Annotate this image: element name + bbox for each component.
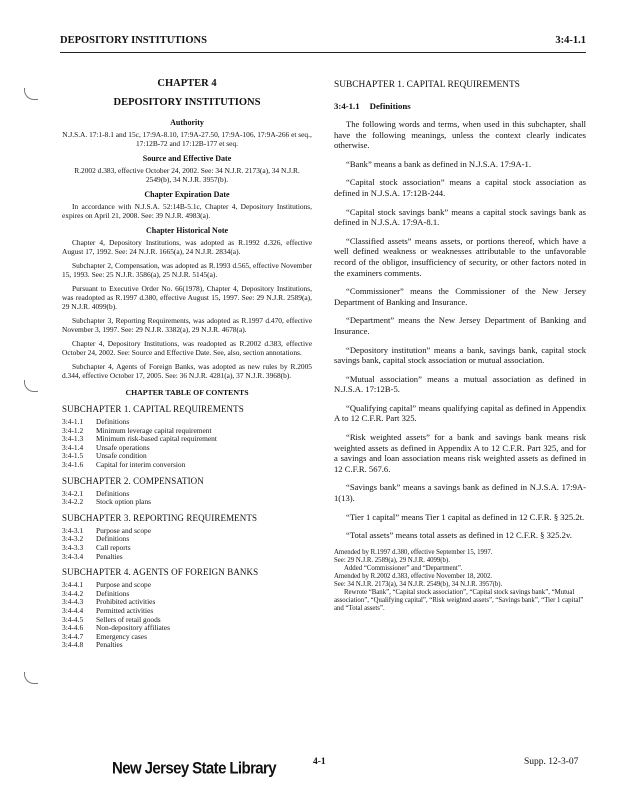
source-text: R.2002 d.383, effective October 24, 2002. See: 34 N.J.R. 2173(a), 34 N.J.R. 2549(b), 34 N.J.R. 3957(b). xyxy=(74,166,300,184)
toc-section-title: Minimum risk-based capital requirement xyxy=(96,434,217,444)
definition-paragraph: “Depository institution” means a bank, savings bank, capital stock savings bank, capital stock association or mutual association. xyxy=(334,344,586,366)
toc-subchapter-heading: SUBCHAPTER 3. REPORTING REQUIREMENTS xyxy=(62,512,258,523)
toc-section-title: Purpose and scope xyxy=(96,525,152,535)
history-heading: Chapter Historical Note xyxy=(145,226,229,235)
supplement-date: Supp. 12-3-07 xyxy=(524,757,579,767)
toc-section-number: 3:4-2.1 xyxy=(62,488,84,498)
right-column xyxy=(334,78,586,614)
definition-paragraph: “Tier 1 capital” means Tier 1 capital as defined in 12 C.F.R. § 325.2t. xyxy=(346,511,585,522)
amendment-line: Added “Commissioner” and “Department”. xyxy=(344,565,463,572)
authority-text: N.J.S.A. 17:1-8.1 and 15c, 17:9A-8.10, 17:9A-27.50, 17:9A-106, 17:9A-266 et seq., 17:12B-72 and 17:12B-177 et seq. xyxy=(62,130,312,148)
library-stamp: New Jersey State Library xyxy=(112,759,277,778)
toc-section-number: 3:4-1.6 xyxy=(62,459,84,469)
definition-paragraph: “Savings bank” means a savings bank as defined in N.J.S.A. 17:9A-1(13). xyxy=(334,482,586,504)
toc-section-number: 3:4-1.4 xyxy=(62,442,84,452)
amendment-line: Amended by R.1997 d.380, effective September 15, 1997. xyxy=(334,548,493,556)
definitions-list xyxy=(334,119,586,541)
header-title: DEPOSITORY INSTITUTIONS xyxy=(60,35,207,46)
amendment-notes xyxy=(334,549,586,614)
toc-section-title: Penalties xyxy=(96,640,123,650)
toc-section-number: 3:4-4.4 xyxy=(62,605,84,615)
toc-section-number: 3:4-1.1 xyxy=(62,417,84,426)
amendment-line: See: 34 N.J.R. 2173(a), 34 N.J.R. 2549(b), 34 N.J.R. 3957(b). xyxy=(334,581,503,589)
toc-section-title: Non-depository affiliates xyxy=(96,623,170,633)
amendment-line: Amended by R.2002 d.383, effective November 18, 2002. xyxy=(334,573,493,581)
toc-section-title: Minimum leverage capital requirement xyxy=(96,425,212,435)
source-heading: Source and Effective Date xyxy=(142,154,232,163)
toc-section-number: 3:4-4.7 xyxy=(62,631,84,641)
toc-section-number: 3:4-3.4 xyxy=(62,551,84,561)
toc-section-number: 3:4-2.2 xyxy=(62,497,84,507)
definition-paragraph: “Risk weighted assets” for a bank and savings bank means risk weighted assets as defined in Appendix A to 12 C.F.R. Part 325, and for a savings and loan association means risk weighted assets as defined in 12 C.F.R. 567.6. xyxy=(334,432,586,474)
toc-section-title: Definitions xyxy=(96,488,130,498)
toc-list xyxy=(62,581,312,650)
toc-section-title: Definitions xyxy=(96,534,130,544)
definition-paragraph: “Total assets” means total assets as defined in 12 C.F.R. § 325.2v. xyxy=(346,530,572,541)
toc-section-number: 3:4-4.5 xyxy=(62,614,84,624)
definition-paragraph: “Commissioner” means the Commissioner of the New Jersey Department of Banking and Insurance. xyxy=(334,286,586,307)
toc-section-title: Unsafe condition xyxy=(96,451,147,461)
toc-section-number: 3:4-4.1 xyxy=(62,580,84,590)
toc-section-title: Unsafe operations xyxy=(96,442,150,452)
toc-section-number: 3:4-1.5 xyxy=(62,451,84,461)
toc-section-title: Sellers of retail goods xyxy=(96,614,161,624)
chapter-number: CHAPTER 4 xyxy=(157,78,217,89)
toc-section-title: Definitions xyxy=(96,417,130,426)
definition-paragraph: “Mutual association” means a mutual association as defined in N.J.S.A. 17:12B-5. xyxy=(334,373,586,395)
history-note: Pursuant to Executive Order No. 66(1978), Chapter 4, Depository Institutions, was readopted as R.1997 d.380, effective August 15, 1997. See: 29 N.J.R. 2589(a), 29 N.J.R. 4099(b). xyxy=(62,284,312,311)
chapter-name: DEPOSITORY INSTITUTIONS xyxy=(113,97,261,108)
left-column xyxy=(62,78,312,656)
toc-section-number: 3:4-3.3 xyxy=(62,542,84,552)
history-note: Subchapter 4, Agents of Foreign Banks, was adopted as new rules by R.2005 d.344, effective October 17, 2005. See: 36 N.J.R. 4281(a), 37 N.J.R. 3968(b). xyxy=(62,362,312,380)
toc-section-title: Definitions xyxy=(96,588,130,598)
authority-heading: Authority xyxy=(170,118,204,127)
header-section: 3:4-1.1 xyxy=(555,35,586,46)
toc-subchapter-heading: SUBCHAPTER 2. COMPENSATION xyxy=(62,475,204,486)
toc-section-number: 3:4-3.1 xyxy=(62,525,84,535)
section-number: 3:4-1.1 xyxy=(334,101,360,111)
history-note: Subchapter 2, Compensation, was adopted as R.1993 d.565, effective November 15, 1993. See: 25 N.J.R. 3586(a), 25 N.J.R. 5145(a). xyxy=(62,261,312,279)
toc-section-number: 3:4-4.8 xyxy=(62,640,84,650)
expiration-heading: Chapter Expiration Date xyxy=(144,190,230,199)
section-title: Definitions xyxy=(369,101,411,111)
section-heading xyxy=(334,101,586,111)
running-header xyxy=(60,35,586,49)
toc-section-number: 3:4-4.3 xyxy=(62,597,84,607)
toc-entry xyxy=(62,641,312,650)
toc-section-number: 3:4-4.6 xyxy=(62,623,84,633)
toc-entry xyxy=(62,553,312,562)
page-number: 4-1 xyxy=(313,757,326,767)
toc-entry xyxy=(62,498,312,507)
definition-paragraph: “Department” means the New Jersey Department of Banking and Insurance. xyxy=(334,315,586,336)
toc-list xyxy=(62,418,312,470)
definition-paragraph: “Qualifying capital” means qualifying capital as defined in Appendix A to 12 C.F.R. Part 325. xyxy=(334,402,586,424)
amendment-line: See: 29 N.J.R. 2589(a), 29 N.J.R. 4099(b). xyxy=(334,556,450,564)
toc-section-title: Purpose and scope xyxy=(96,580,152,590)
toc-section-title: Capital for interim conversion xyxy=(96,459,186,469)
toc-subchapter-heading: SUBCHAPTER 4. AGENTS OF FOREIGN BANKS xyxy=(62,567,259,578)
definition-paragraph: “Capital stock savings bank” means a capital stock savings bank as defined in N.J.S.A. 17:9A-8.1. xyxy=(334,206,586,228)
toc-title: CHAPTER TABLE OF CONTENTS xyxy=(125,388,249,397)
toc-section-title: Emergency cases xyxy=(96,631,147,641)
table-of-contents xyxy=(62,404,312,650)
toc-section-number: 3:4-4.2 xyxy=(62,588,84,598)
toc-entry xyxy=(62,461,312,470)
binder-mark-bottom xyxy=(24,672,38,684)
definition-paragraph: “Classified assets” means assets, or portions thereof, which have a well defined weakness or weaknesses attributable to the unfavorable record of the obligor, insufficiency of security, or other factors noted in the examiners comments. xyxy=(334,235,586,278)
toc-section-title: Penalties xyxy=(96,551,123,561)
amendment-line: Rewrote “Bank”, “Capital stock association”, “Capital stock savings bank”, “Mutual association”, “Qualifying capital”, “Risk weighted assets”, “Savings bank”, “Tier 1 capital” and “Total assets”. xyxy=(334,589,584,613)
subchapter-heading: SUBCHAPTER 1. CAPITAL REQUIREMENTS xyxy=(334,80,520,90)
header-rule xyxy=(60,52,586,53)
toc-section-title: Call reports xyxy=(96,542,131,552)
definition-paragraph: The following words and terms, when used in this subchapter, shall have the following meanings, unless the context clearly indicates otherwise. xyxy=(334,119,586,151)
toc-section-title: Permitted activities xyxy=(96,605,154,615)
history-note: Chapter 4, Depository Institutions, was adopted as R.1992 d.326, effective August 17, 1992. See: 24 N.J.R. 1665(a), 24 N.J.R. 2834(a). xyxy=(62,238,312,256)
toc-section-title: Prohibited activities xyxy=(96,597,156,607)
toc-section-number: 3:4-1.2 xyxy=(62,425,84,435)
toc-list xyxy=(62,490,312,507)
binder-mark-top xyxy=(24,88,38,100)
definition-paragraph: “Capital stock association” means a capital stock association as defined in N.J.S.A. 17:12B-244. xyxy=(334,177,586,198)
expiration-text: In accordance with N.J.S.A. 52:14B-5.1c, Chapter 4, Depository Institutions, expires on April 21, 2008. See: 39 N.J.R. 4983(a). xyxy=(62,202,312,220)
toc-subchapter-heading: SUBCHAPTER 1. CAPITAL REQUIREMENTS xyxy=(62,404,244,414)
history-note: Chapter 4, Depository Institutions, was readopted as R.2002 d.383, effective October 24, 2002. See: Source and Effective Date. See, also, section annotations. xyxy=(62,339,312,357)
toc-list xyxy=(62,527,312,561)
toc-section-number: 3:4-1.3 xyxy=(62,434,84,444)
toc-section-number: 3:4-3.2 xyxy=(62,534,84,544)
definition-paragraph: “Bank” means a bank as defined in N.J.S.A. 17:9A-1. xyxy=(346,158,531,169)
history-note: Subchapter 3, Reporting Requirements, was adopted as R.1997 d.470, effective November 3, 1997. See: 29 N.J.R. 3382(a), 29 N.J.R. 4678(a). xyxy=(62,316,312,334)
binder-mark-middle xyxy=(24,380,38,392)
toc-section-title: Stock option plans xyxy=(96,497,152,507)
